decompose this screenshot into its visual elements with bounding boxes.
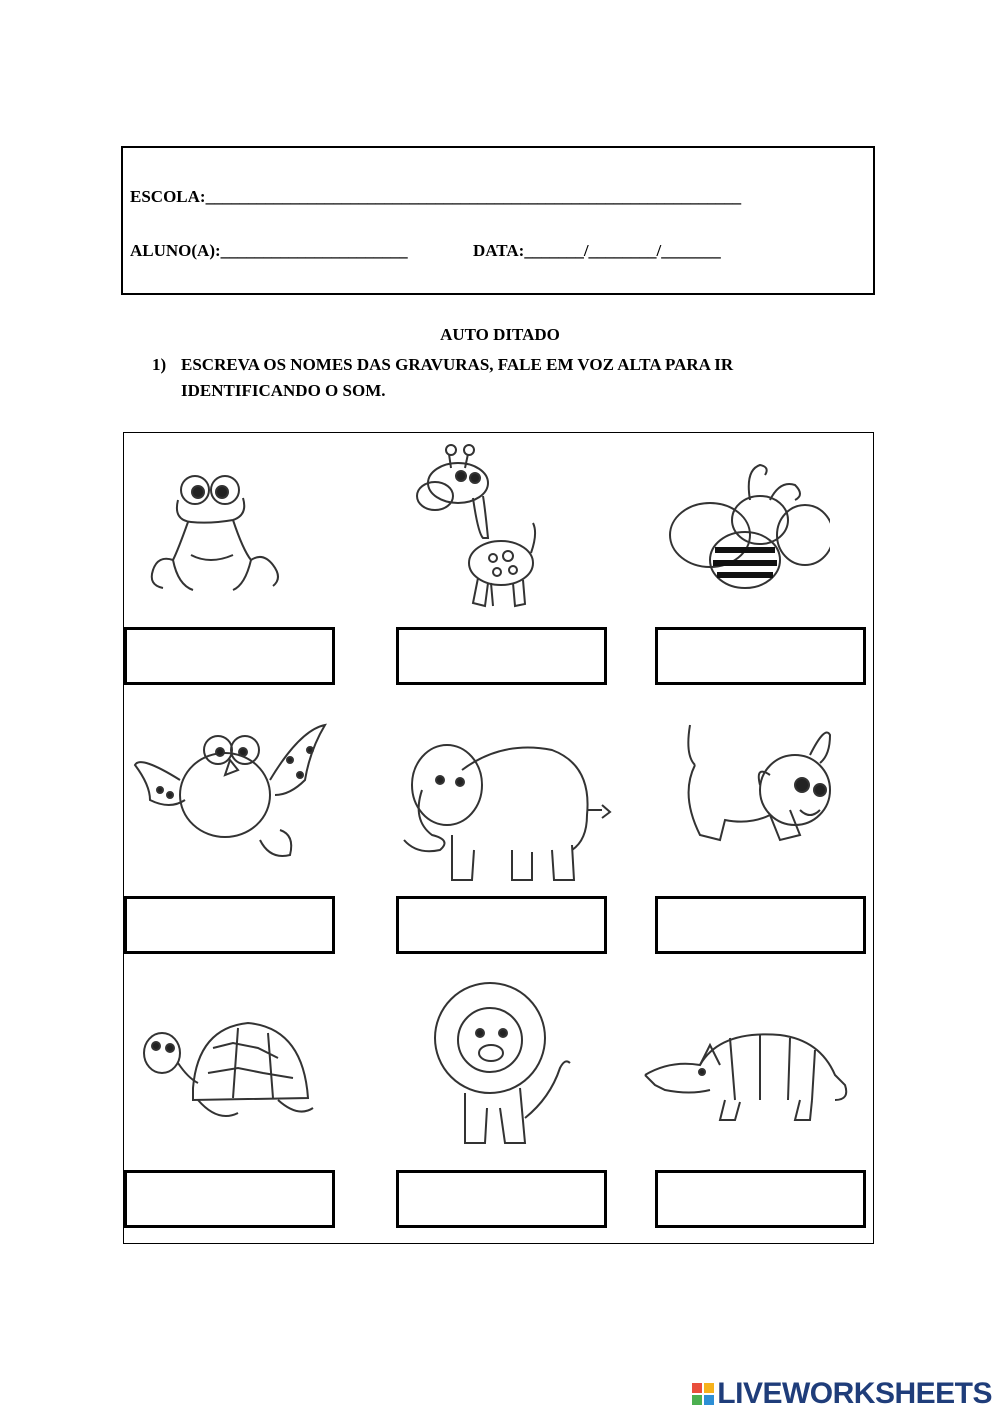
bee-icon	[665, 455, 830, 615]
answer-box-9[interactable]	[655, 1170, 866, 1228]
frog-icon	[133, 460, 298, 610]
answer-box-1[interactable]	[124, 627, 335, 685]
puppy-icon	[680, 715, 840, 867]
answer-box-5[interactable]	[396, 896, 607, 954]
school-label: ESCOLA:	[130, 187, 206, 206]
student-label: ALUNO(A):	[130, 241, 221, 260]
student-row	[130, 241, 408, 261]
liveworksheets-logo	[692, 1377, 992, 1411]
student-field[interactable]: ______________________	[220, 241, 408, 260]
armadillo-icon	[640, 1030, 855, 1125]
giraffe-icon	[413, 438, 538, 616]
logo-text: LIVEWORKSHEETS	[717, 1377, 992, 1410]
lion-icon	[425, 978, 575, 1148]
answer-box-2[interactable]	[396, 627, 607, 685]
logo-mark-icon	[692, 1383, 714, 1405]
answer-box-6[interactable]	[655, 896, 866, 954]
date-row	[473, 241, 721, 261]
answer-box-4[interactable]	[124, 896, 335, 954]
school-row	[130, 187, 741, 207]
answer-box-3[interactable]	[655, 627, 866, 685]
header-box	[121, 146, 875, 295]
elephant-icon	[392, 740, 617, 890]
owl-icon	[130, 720, 330, 870]
date-field[interactable]: _______/________/_______	[524, 241, 721, 260]
school-field[interactable]: _______________________________________________________________	[205, 187, 742, 206]
instruction-number: 1)	[152, 355, 167, 374]
instruction-text: ESCREVA OS NOMES DAS GRAVURAS, FALE EM VOZ ALTA PARA IR IDENTIFICANDO O SOM.	[181, 355, 734, 400]
answer-box-8[interactable]	[396, 1170, 607, 1228]
date-label: DATA:	[473, 241, 525, 260]
worksheet-title: AUTO DITADO	[440, 325, 560, 344]
answer-box-7[interactable]	[124, 1170, 335, 1228]
turtle-icon	[138, 1018, 318, 1143]
